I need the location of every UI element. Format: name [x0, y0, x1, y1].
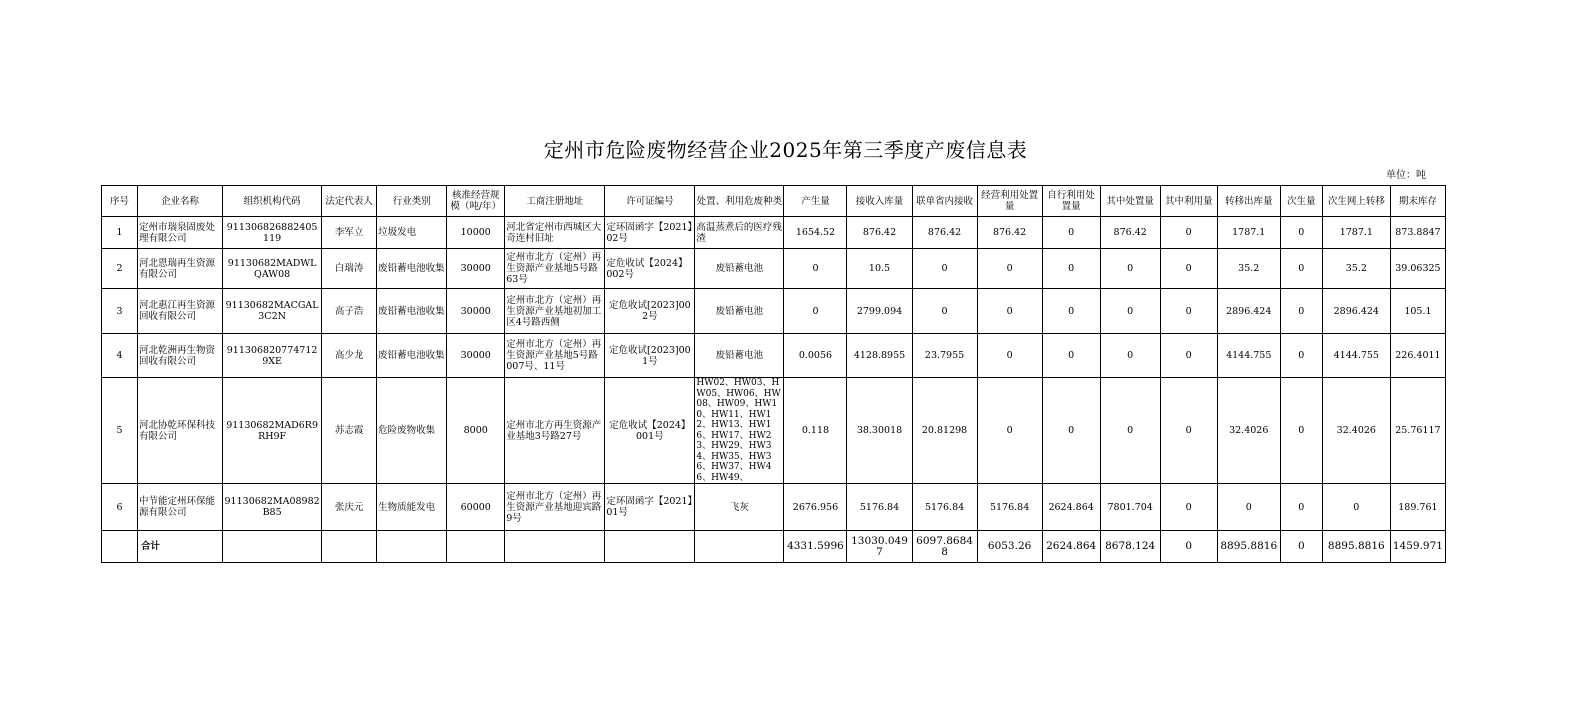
table-cell: 10.5: [847, 249, 912, 289]
total-cell: 4331.5996: [784, 531, 847, 563]
table-cell: 废铅蓄电池: [695, 289, 784, 334]
column-header: 核准经营规模（吨/年）: [447, 186, 505, 217]
table-cell: 0: [977, 289, 1042, 334]
table-cell: 0: [784, 289, 847, 334]
table-row: [102, 484, 1446, 531]
unit-label: 单位：吨: [1386, 170, 1426, 181]
table-cell: 河北惠江再生资源回收有限公司: [138, 289, 223, 334]
table-cell: 3: [102, 289, 138, 334]
column-header: 经营利用处置量: [977, 186, 1042, 217]
table-row: [102, 217, 1446, 249]
table-cell: 生物质能发电: [377, 484, 447, 531]
table-cell: 定州市北方（定州）再生资源产业基地5号路007号、11号: [505, 334, 605, 378]
table-cell: 30000: [447, 249, 505, 289]
table-cell: 0.0056: [784, 334, 847, 378]
total-cell: 1459.971: [1390, 531, 1445, 563]
table-cell: 0: [1280, 217, 1322, 249]
table-cell: [322, 531, 377, 563]
table-cell: 2624.864: [1042, 484, 1100, 531]
table-row: [102, 249, 1446, 289]
table-cell: 定州市瑞泉固废处理有限公司: [138, 217, 223, 249]
table-cell: 6: [102, 484, 138, 531]
table-cell: 定环固函字【2021】02号: [605, 217, 695, 249]
table-cell: 0: [1042, 334, 1100, 378]
total-cell: 8895.8816: [1322, 531, 1390, 563]
total-label: 合计: [138, 531, 223, 563]
table-cell: 0: [1042, 249, 1100, 289]
table-cell: 91130682MAD6R9RH9F: [223, 378, 322, 484]
table-cell: 0: [1280, 334, 1322, 378]
table-cell: 30000: [447, 334, 505, 378]
table-cell: 5176.84: [847, 484, 912, 531]
table-cell: 30000: [447, 289, 505, 334]
table-cell: 高少龙: [322, 334, 377, 378]
table-cell: 189.761: [1390, 484, 1445, 531]
column-header: 序号: [102, 186, 138, 217]
table-cell: 2896.424: [1322, 289, 1390, 334]
table-cell: 20.81298: [912, 378, 977, 484]
column-header: 法定代表人: [322, 186, 377, 217]
table-cell: 0: [912, 289, 977, 334]
column-header: 期末库存: [1390, 186, 1445, 217]
column-header: 联单省内接收: [912, 186, 977, 217]
column-header: 企业名称: [138, 186, 223, 217]
table-cell: 定州市北方（定州）再生资源产业基地迎宾路9号: [505, 484, 605, 531]
table-cell: [377, 531, 447, 563]
column-header: 行业类别: [377, 186, 447, 217]
table-cell: 0: [1217, 484, 1280, 531]
table-cell: 0: [912, 249, 977, 289]
table-cell: 0: [1322, 484, 1390, 531]
table-cell: 8000: [447, 378, 505, 484]
table-cell: 4144.755: [1322, 334, 1390, 378]
total-cell: 8895.8816: [1217, 531, 1280, 563]
table-cell: 25.76117: [1390, 378, 1445, 484]
table-cell: 5: [102, 378, 138, 484]
table-cell: 1787.1: [1322, 217, 1390, 249]
table-cell: 35.2: [1322, 249, 1390, 289]
table-cell: 定危收试【2024】001号: [605, 378, 695, 484]
column-header: 工商注册地址: [505, 186, 605, 217]
table-cell: 5176.84: [912, 484, 977, 531]
table-cell: 91130682688240511​9: [223, 217, 322, 249]
table-cell: 91130682MADWLQAW08: [223, 249, 322, 289]
page-title: 定州市危险废物经营企业2025年第三季度产废信息表: [543, 138, 1028, 162]
table-cell: 0: [1160, 289, 1217, 334]
table-cell: 2896.424: [1217, 289, 1280, 334]
table-cell: 2676.956: [784, 484, 847, 531]
table-cell: 1: [102, 217, 138, 249]
table-cell: 105.1: [1390, 289, 1445, 334]
total-cell: 13030.0497: [847, 531, 912, 563]
table-cell: 4: [102, 334, 138, 378]
table-cell: 0: [1280, 378, 1322, 484]
table-cell: 飞灰: [695, 484, 784, 531]
table-cell: 2: [102, 249, 138, 289]
table-cell: 李军立: [322, 217, 377, 249]
table-cell: 0: [1160, 249, 1217, 289]
table-cell: 废铅蓄电池: [695, 334, 784, 378]
table-cell: 876.42: [912, 217, 977, 249]
table-cell: 91130682MA08982B85: [223, 484, 322, 531]
column-header: 产生量: [784, 186, 847, 217]
table-cell: [447, 531, 505, 563]
table-cell: 4144.755: [1217, 334, 1280, 378]
table-cell: 91130682MACGAL3C2N: [223, 289, 322, 334]
table-cell: 0: [1042, 378, 1100, 484]
table-cell: 23.7955: [912, 334, 977, 378]
table-cell: 32.4026: [1322, 378, 1390, 484]
table-cell: 226.4011: [1390, 334, 1445, 378]
table-cell: 38.30018: [847, 378, 912, 484]
table-cell: 0: [977, 378, 1042, 484]
table-cell: 苏志霞: [322, 378, 377, 484]
table-cell: 废铅蓄电池收集: [377, 289, 447, 334]
column-header: 次生量: [1280, 186, 1322, 217]
data-table: [101, 185, 1446, 563]
table-cell: 60000: [447, 484, 505, 531]
table-cell: 河北协乾环保科技有限公司: [138, 378, 223, 484]
table-cell: 876.42: [1100, 217, 1160, 249]
table-cell: 中节能定州环保能源有限公司: [138, 484, 223, 531]
table-cell: 张庆元: [322, 484, 377, 531]
table-row: [102, 334, 1446, 378]
table-cell: 定危收试[2023]001号: [605, 334, 695, 378]
total-cell: 0: [1160, 531, 1217, 563]
table-cell: 0: [1280, 289, 1322, 334]
table-cell: [102, 531, 138, 563]
table-cell: 0: [977, 249, 1042, 289]
table-cell: 0: [1280, 484, 1322, 531]
table-cell: [505, 531, 605, 563]
table-cell: 4128.8955: [847, 334, 912, 378]
table-cell: 0: [1160, 484, 1217, 531]
table-cell: 1654.52: [784, 217, 847, 249]
table-cell: 32.4026: [1217, 378, 1280, 484]
table-cell: 873.8847: [1390, 217, 1445, 249]
table-cell: 定州市北方（定州）再生资源产业基地5号路63号: [505, 249, 605, 289]
table-cell: 5176.84: [977, 484, 1042, 531]
table-cell: [695, 531, 784, 563]
table-cell: 0: [1042, 217, 1100, 249]
total-cell: 8678.124: [1100, 531, 1160, 563]
table-cell: 定环固函字【2021】01号: [605, 484, 695, 531]
table-cell: 0: [1280, 249, 1322, 289]
total-cell: 2624.864: [1042, 531, 1100, 563]
table-cell: 10000: [447, 217, 505, 249]
table-cell: 876.42: [847, 217, 912, 249]
table-cell: 91130682077471​29XE: [223, 334, 322, 378]
column-header: 接收入库量: [847, 186, 912, 217]
table-cell: 高温蒸煮后的医疗残渣: [695, 217, 784, 249]
column-header: 其中处置量: [1100, 186, 1160, 217]
table-cell: 定危收试[2023]002号: [605, 289, 695, 334]
table-cell: 高子浩: [322, 289, 377, 334]
table-cell: 2799.094: [847, 289, 912, 334]
total-cell: 6097.86848: [912, 531, 977, 563]
table-cell: 1787.1: [1217, 217, 1280, 249]
table-cell: 0: [1042, 289, 1100, 334]
column-header: 自行利用处置量: [1042, 186, 1100, 217]
header-row: [102, 186, 1446, 217]
table-cell: 39.06325: [1390, 249, 1445, 289]
table-cell: 定州市北方（定州）再生资源产业基地初加工区4号路西侧: [505, 289, 605, 334]
column-header: 其中利用量: [1160, 186, 1217, 217]
table-cell: 7801.704: [1100, 484, 1160, 531]
table-cell: 0: [1100, 334, 1160, 378]
table-cell: 35.2: [1217, 249, 1280, 289]
table-cell: 0: [1100, 378, 1160, 484]
table-row: [102, 289, 1446, 334]
table-cell: 0: [1100, 289, 1160, 334]
table-cell: 0.118: [784, 378, 847, 484]
total-cell: 6053.26: [977, 531, 1042, 563]
table-cell: [605, 531, 695, 563]
table-row: [102, 378, 1446, 484]
table-cell: 河北乾洲再生物资回收有限公司: [138, 334, 223, 378]
table-cell: 0: [1160, 334, 1217, 378]
column-header: 组织机构代码: [223, 186, 322, 217]
column-header: 次生网上转移: [1322, 186, 1390, 217]
table-cell: 废铅蓄电池收集: [377, 334, 447, 378]
column-header: 处置、利用危废种类: [695, 186, 784, 217]
total-cell: 0: [1280, 531, 1322, 563]
table-cell: 危险废物收集: [377, 378, 447, 484]
table-cell: 河北省定州市西城区大奇连村旧址: [505, 217, 605, 249]
table-cell: 废铅蓄电池收集: [377, 249, 447, 289]
column-header: 许可证编号: [605, 186, 695, 217]
table-cell: 定危收试【2024】002号: [605, 249, 695, 289]
column-header: 转移出库量: [1217, 186, 1280, 217]
table-cell: 0: [1160, 378, 1217, 484]
table-cell: 白瑞涛: [322, 249, 377, 289]
table-cell: 垃圾发电: [377, 217, 447, 249]
table-cell: 废铅蓄电池: [695, 249, 784, 289]
table-cell: 定州市北方再生资源产业基地3号路27号: [505, 378, 605, 484]
table-cell: 0: [784, 249, 847, 289]
table-cell: 0: [1160, 217, 1217, 249]
total-row: [102, 531, 1446, 563]
table-cell: 0: [1100, 249, 1160, 289]
table-cell: [223, 531, 322, 563]
table-cell: 876.42: [977, 217, 1042, 249]
table-cell: HW02、HW03、HW05、HW06、HW08、HW09、HW10、HW11、HW12、HW13、HW16、HW17、HW23、HW29、HW34、HW35、HW36、HW37、HW46、HW49、: [695, 378, 784, 484]
table-cell: 0: [977, 334, 1042, 378]
table-cell: 河北恩瑞再生资源有限公司: [138, 249, 223, 289]
